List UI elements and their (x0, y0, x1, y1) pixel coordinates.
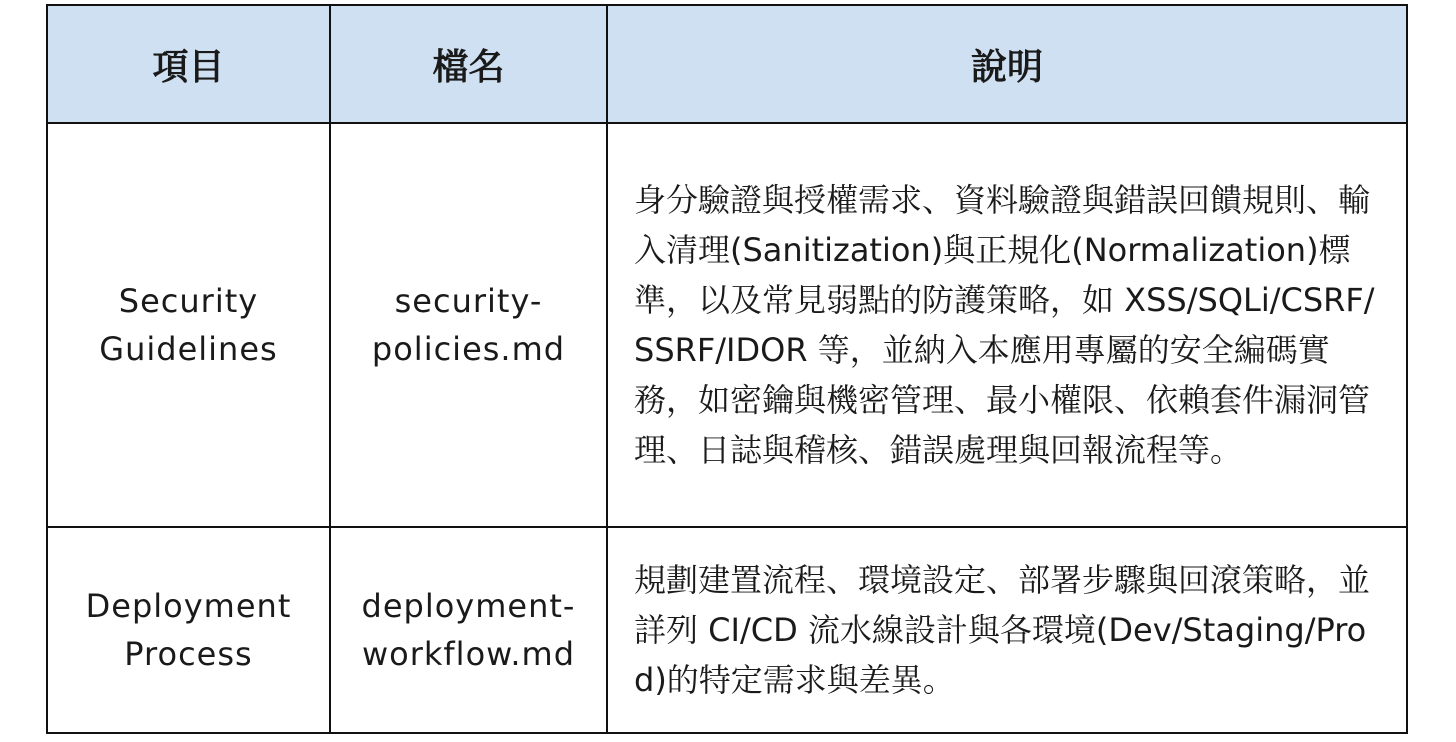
file-name-line: deployment- (361, 587, 576, 625)
document-table (46, 4, 1408, 734)
item-cell (47, 527, 330, 733)
file-cell (330, 123, 607, 527)
file-cell (330, 527, 607, 733)
table-row (47, 123, 1407, 527)
item-name-line: Process (124, 635, 253, 673)
header-item: 項目 (47, 5, 330, 123)
description-text: 身分驗證與授權需求、資料驗證與錯誤回饋規則、輸入清理(Sanitization)與正規化(Normalization)標準，以及常見弱點的防護策略，如 XSS/SQLi/CSRF/SSRF/IDOR 等，並納入本應用專屬的安全編碼實務，如密鑰與機密管理、最小權限、依賴套件漏洞管理、日誌與稽核、錯誤處理與回報流程等。 (634, 181, 1375, 469)
header-file: 檔名 (330, 5, 607, 123)
table-row (47, 527, 1407, 733)
file-name-line: security- (394, 282, 543, 320)
header-row (47, 5, 1407, 123)
file-name-line: policies.md (371, 330, 566, 368)
file-name-line: workflow.md (361, 635, 576, 673)
table-body (47, 123, 1407, 733)
header-description: 說明 (607, 5, 1407, 123)
item-cell (47, 123, 330, 527)
table-header (47, 5, 1407, 123)
item-name-line: Security (118, 282, 259, 320)
item-name-line: Deployment (85, 587, 292, 625)
description-cell (607, 527, 1407, 733)
item-name-line: Guidelines (99, 330, 278, 368)
description-text: 規劃建置流程、環境設定、部署步驟與回滾策略，並詳列 CI/CD 流水線設計與各環境(Dev/Staging/Prod)的特定需求與差異。 (634, 561, 1371, 699)
description-cell (607, 123, 1407, 527)
